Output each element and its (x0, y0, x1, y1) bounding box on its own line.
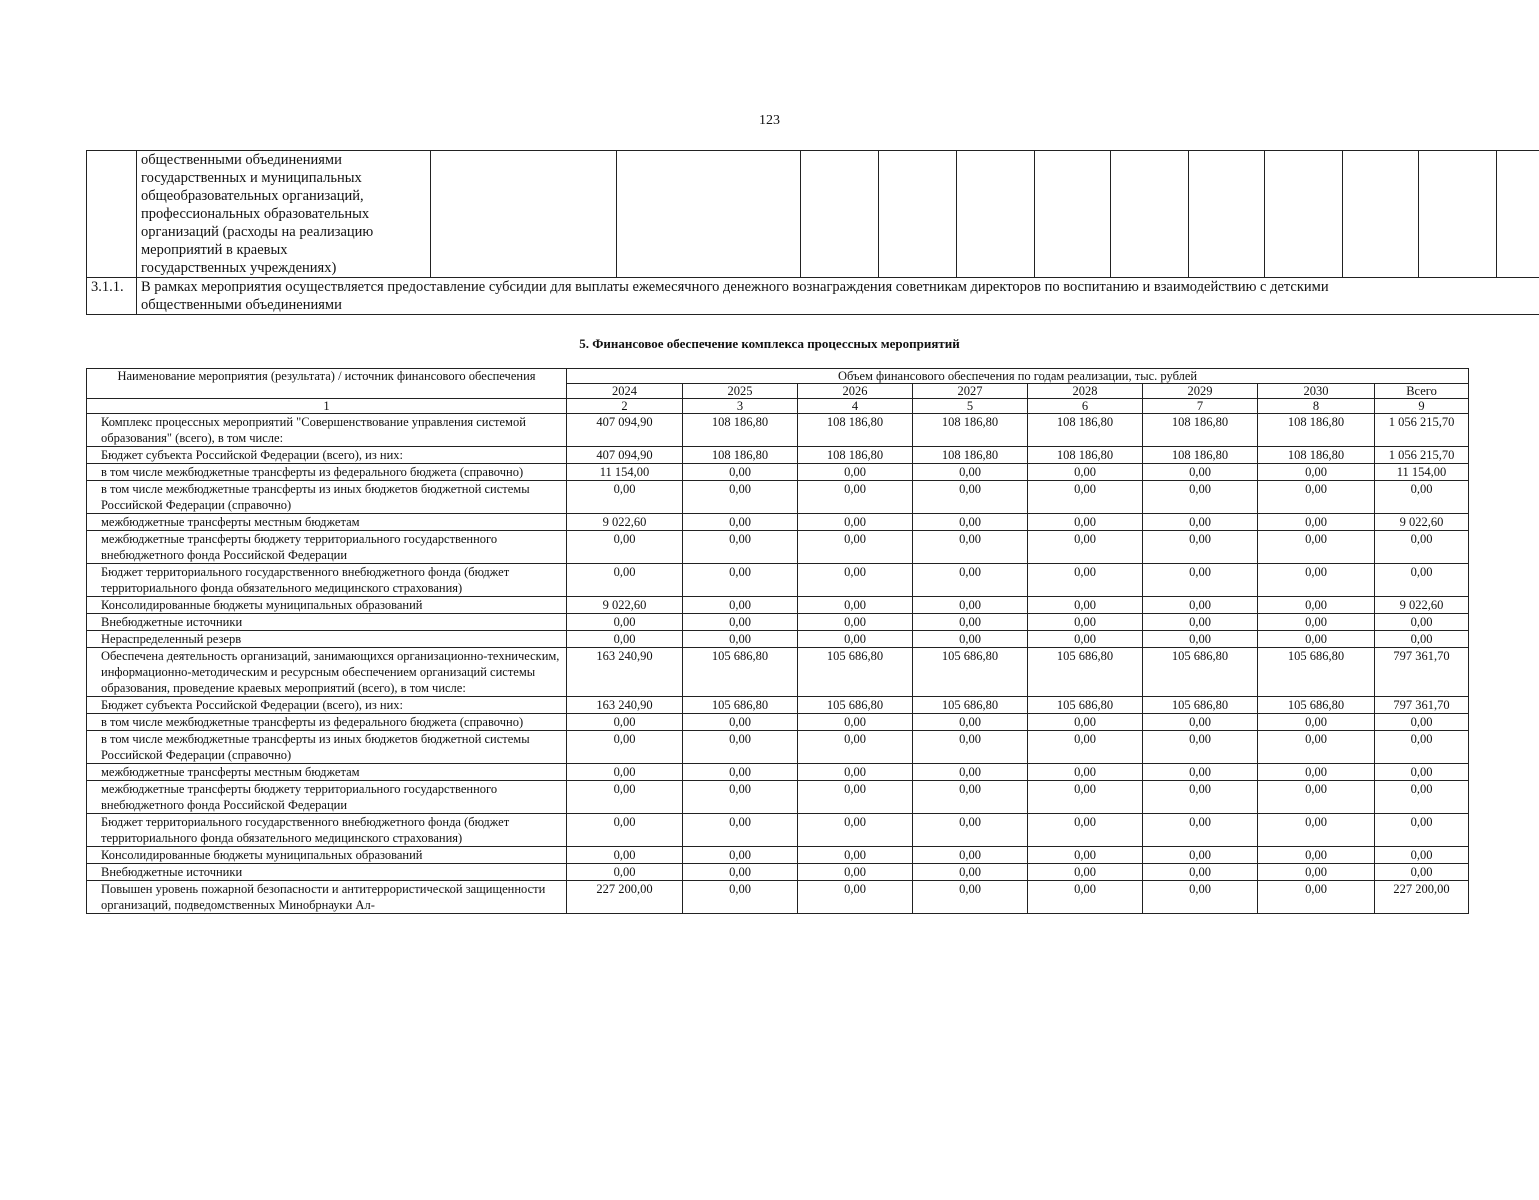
year-value-cell: 0,00 (1028, 864, 1143, 881)
year-value-cell: 108 186,80 (683, 447, 798, 464)
total-value-cell: 0,00 (1375, 531, 1469, 564)
row-name-cell: Внебюджетные источники (87, 864, 567, 881)
year-value-cell: 0,00 (1028, 731, 1143, 764)
year-value-cell: 108 186,80 (913, 414, 1028, 447)
empty-cell (1265, 151, 1343, 278)
total-header: Всего (1375, 384, 1469, 399)
year-value-cell: 0,00 (798, 881, 913, 914)
year-value-cell: 0,00 (798, 631, 913, 648)
year-value-cell: 105 686,80 (1258, 648, 1375, 697)
text-line: организаций (расходы на реализацию (141, 224, 374, 240)
year-value-cell: 0,00 (913, 781, 1028, 814)
year-value-cell: 0,00 (1258, 731, 1375, 764)
total-value-cell: 0,00 (1375, 564, 1469, 597)
table-row (87, 764, 1469, 781)
year-value-cell: 105 686,80 (913, 697, 1028, 714)
year-value-cell: 105 686,80 (1028, 648, 1143, 697)
year-value-cell: 0,00 (683, 847, 798, 864)
year-value-cell: 0,00 (567, 631, 683, 648)
row-name-cell: Бюджет территориального государственного внебюджетного фонда (бюджет территориального фонда обязательного медицинского страхования) (87, 564, 567, 597)
year-value-cell: 9 022,60 (567, 514, 683, 531)
year-value-cell: 108 186,80 (1258, 447, 1375, 464)
year-value-cell: 163 240,90 (567, 648, 683, 697)
year-value-cell: 0,00 (1258, 597, 1375, 614)
year-value-cell: 0,00 (1258, 514, 1375, 531)
total-value-cell: 227 200,00 (1375, 881, 1469, 914)
year-value-cell: 0,00 (683, 714, 798, 731)
year-value-cell: 0,00 (1258, 764, 1375, 781)
total-value-cell: 1 056 215,70 (1375, 447, 1469, 464)
year-value-cell: 105 686,80 (1028, 697, 1143, 714)
year-value-cell: 0,00 (683, 597, 798, 614)
year-value-cell: 0,00 (683, 764, 798, 781)
column-number: 1 (87, 399, 567, 414)
year-value-cell: 0,00 (567, 614, 683, 631)
table-row (87, 714, 1469, 731)
row-number-cell: 3.1.1. (87, 278, 137, 315)
year-value-cell: 227 200,00 (567, 881, 683, 914)
total-value-cell: 797 361,70 (1375, 648, 1469, 697)
year-value-cell: 407 094,90 (567, 414, 683, 447)
year-value-cell: 0,00 (1258, 714, 1375, 731)
table-row (87, 847, 1469, 864)
year-header: 2030 (1258, 384, 1375, 399)
year-value-cell: 0,00 (1143, 714, 1258, 731)
year-value-cell: 11 154,00 (567, 464, 683, 481)
year-value-cell: 0,00 (683, 531, 798, 564)
year-value-cell: 0,00 (913, 531, 1028, 564)
year-value-cell: 163 240,90 (567, 697, 683, 714)
column-number: 3 (683, 399, 798, 414)
empty-cell (1111, 151, 1189, 278)
financial-table-body (87, 414, 1469, 914)
total-value-cell: 0,00 (1375, 814, 1469, 847)
year-value-cell: 0,00 (798, 764, 913, 781)
year-value-cell: 105 686,80 (1143, 697, 1258, 714)
table-row (87, 514, 1469, 531)
year-value-cell: 0,00 (1028, 781, 1143, 814)
year-value-cell: 0,00 (1028, 847, 1143, 864)
empty-cell (1343, 151, 1419, 278)
year-value-cell: 407 094,90 (567, 447, 683, 464)
year-value-cell: 0,00 (567, 764, 683, 781)
year-value-cell: 0,00 (683, 881, 798, 914)
row-name-cell: Консолидированные бюджеты муниципальных образований (87, 597, 567, 614)
year-value-cell: 0,00 (1258, 481, 1375, 514)
year-value-cell: 108 186,80 (1258, 414, 1375, 447)
year-value-cell: 0,00 (683, 564, 798, 597)
year-value-cell: 0,00 (1258, 564, 1375, 597)
year-value-cell: 0,00 (683, 814, 798, 847)
empty-cell (1497, 151, 1539, 278)
year-value-cell: 0,00 (1028, 481, 1143, 514)
row-description-cell (137, 278, 1539, 315)
year-value-cell: 0,00 (798, 864, 913, 881)
total-value-cell: 797 361,70 (1375, 697, 1469, 714)
text-line: общественными объединениями (141, 152, 342, 168)
empty-cell (617, 151, 801, 278)
row-name-cell: в том числе межбюджетные трансферты из иных бюджетов бюджетной системы Российской Федерации (справочно) (87, 481, 567, 514)
year-value-cell: 0,00 (1028, 714, 1143, 731)
year-value-cell: 0,00 (913, 597, 1028, 614)
year-value-cell: 105 686,80 (798, 697, 913, 714)
year-value-cell: 108 186,80 (1143, 414, 1258, 447)
year-value-cell: 9 022,60 (567, 597, 683, 614)
row-name-cell: межбюджетные трансферты бюджету территориального государственного внебюджетного фонда Российской Федерации (87, 781, 567, 814)
year-value-cell: 108 186,80 (913, 447, 1028, 464)
year-value-cell: 0,00 (683, 864, 798, 881)
year-value-cell: 0,00 (1143, 481, 1258, 514)
column-number: 7 (1143, 399, 1258, 414)
year-value-cell: 0,00 (1258, 464, 1375, 481)
year-value-cell: 0,00 (798, 731, 913, 764)
total-value-cell: 11 154,00 (1375, 464, 1469, 481)
year-value-cell: 0,00 (913, 714, 1028, 731)
table-row (87, 597, 1469, 614)
row-name-cell: в том числе межбюджетные трансферты из федерального бюджета (справочно) (87, 464, 567, 481)
year-value-cell: 0,00 (683, 614, 798, 631)
year-value-cell: 0,00 (913, 881, 1028, 914)
year-value-cell: 105 686,80 (683, 648, 798, 697)
year-value-cell: 0,00 (1143, 864, 1258, 881)
name-column-header: Наименование мероприятия (результата) / источник финансового обеспечения (87, 369, 567, 399)
year-value-cell: 0,00 (798, 814, 913, 847)
year-value-cell: 0,00 (1143, 514, 1258, 531)
year-value-cell: 108 186,80 (798, 414, 913, 447)
year-value-cell: 0,00 (798, 847, 913, 864)
year-value-cell: 0,00 (683, 464, 798, 481)
volume-header: Объем финансового обеспечения по годам реализации, тыс. рублей (567, 369, 1469, 384)
total-value-cell: 0,00 (1375, 714, 1469, 731)
year-value-cell: 0,00 (1143, 564, 1258, 597)
year-value-cell: 0,00 (1143, 731, 1258, 764)
year-value-cell: 0,00 (1143, 847, 1258, 864)
row-name-cell: Бюджет субъекта Российской Федерации (всего), из них: (87, 447, 567, 464)
year-value-cell: 108 186,80 (1143, 447, 1258, 464)
year-value-cell: 0,00 (798, 714, 913, 731)
year-value-cell: 0,00 (683, 481, 798, 514)
row-name-cell: Консолидированные бюджеты муниципальных образований (87, 847, 567, 864)
year-value-cell: 0,00 (798, 614, 913, 631)
year-value-cell: 0,00 (1028, 514, 1143, 531)
year-value-cell: 0,00 (1258, 814, 1375, 847)
total-value-cell: 0,00 (1375, 731, 1469, 764)
year-value-cell: 0,00 (913, 481, 1028, 514)
year-value-cell: 0,00 (1143, 881, 1258, 914)
year-value-cell: 0,00 (1028, 881, 1143, 914)
empty-cell (431, 151, 617, 278)
year-value-cell: 105 686,80 (1258, 697, 1375, 714)
row-name-cell: Внебюджетные источники (87, 614, 567, 631)
total-value-cell: 9 022,60 (1375, 514, 1469, 531)
year-value-cell: 0,00 (913, 864, 1028, 881)
year-value-cell: 0,00 (1258, 781, 1375, 814)
year-value-cell: 0,00 (1028, 564, 1143, 597)
header-row (87, 369, 1469, 384)
year-value-cell: 0,00 (567, 731, 683, 764)
column-number: 8 (1258, 399, 1375, 414)
year-value-cell: 0,00 (1143, 631, 1258, 648)
financial-table (86, 368, 1469, 914)
year-value-cell: 0,00 (1028, 531, 1143, 564)
year-value-cell: 0,00 (567, 864, 683, 881)
year-value-cell: 0,00 (1028, 814, 1143, 847)
table-row (87, 781, 1469, 814)
continued-text-cell (137, 151, 431, 278)
empty-cell (1035, 151, 1111, 278)
table-row (87, 614, 1469, 631)
total-value-cell: 1 056 215,70 (1375, 414, 1469, 447)
year-value-cell: 105 686,80 (913, 648, 1028, 697)
text-line: профессиональных образовательных (141, 206, 370, 222)
text-line: общеобразовательных организаций, (141, 188, 364, 204)
year-value-cell: 0,00 (798, 531, 913, 564)
year-value-cell: 0,00 (1143, 614, 1258, 631)
empty-cell (801, 151, 879, 278)
table-row (87, 731, 1469, 764)
empty-cell (1189, 151, 1265, 278)
year-value-cell: 0,00 (1028, 614, 1143, 631)
table-row (87, 531, 1469, 564)
year-value-cell: 108 186,80 (683, 414, 798, 447)
year-value-cell: 0,00 (913, 764, 1028, 781)
column-number: 2 (567, 399, 683, 414)
row-name-cell: Бюджет территориального государственного внебюджетного фонда (бюджет территориального фонда обязательного медицинского страхования) (87, 814, 567, 847)
text-line: В рамках мероприятия осуществляется предоставление субсидии для выплаты ежемесячного денежного вознаграждения советникам директоров по воспитанию и взаимодействию с детскими (141, 279, 1329, 295)
total-value-cell: 0,00 (1375, 631, 1469, 648)
table-row (87, 447, 1469, 464)
row-3-1-1 (87, 278, 1539, 315)
year-value-cell: 0,00 (683, 781, 798, 814)
table-row (87, 464, 1469, 481)
year-value-cell: 0,00 (567, 481, 683, 514)
total-value-cell: 0,00 (1375, 614, 1469, 631)
year-header: 2028 (1028, 384, 1143, 399)
year-value-cell: 0,00 (913, 814, 1028, 847)
year-value-cell: 0,00 (798, 564, 913, 597)
year-value-cell: 0,00 (913, 514, 1028, 531)
year-value-cell: 0,00 (683, 731, 798, 764)
column-number: 4 (798, 399, 913, 414)
year-value-cell: 0,00 (1143, 531, 1258, 564)
year-value-cell: 105 686,80 (683, 697, 798, 714)
row-name-cell: межбюджетные трансферты местным бюджетам (87, 764, 567, 781)
year-value-cell: 0,00 (1258, 881, 1375, 914)
year-value-cell: 0,00 (1028, 464, 1143, 481)
year-value-cell: 0,00 (1028, 764, 1143, 781)
total-value-cell: 0,00 (1375, 864, 1469, 881)
row-name-cell: межбюджетные трансферты местным бюджетам (87, 514, 567, 531)
row-name-cell: межбюджетные трансферты бюджету территориального государственного внебюджетного фонда Российской Федерации (87, 531, 567, 564)
year-value-cell: 0,00 (913, 631, 1028, 648)
year-value-cell: 105 686,80 (1143, 648, 1258, 697)
year-value-cell: 0,00 (567, 531, 683, 564)
year-value-cell: 108 186,80 (1028, 414, 1143, 447)
year-value-cell: 0,00 (683, 631, 798, 648)
year-value-cell: 0,00 (913, 614, 1028, 631)
column-number: 9 (1375, 399, 1469, 414)
empty-cell (879, 151, 957, 278)
total-value-cell: 0,00 (1375, 847, 1469, 864)
year-value-cell: 0,00 (1143, 814, 1258, 847)
year-value-cell: 0,00 (798, 597, 913, 614)
year-value-cell: 0,00 (1143, 464, 1258, 481)
row-name-cell: Повышен уровень пожарной безопасности и антитеррористической защищенности организаций, подведомственных Минобрнауки Ал- (87, 881, 567, 914)
year-value-cell: 0,00 (1028, 597, 1143, 614)
row-name-cell: в том числе межбюджетные трансферты из иных бюджетов бюджетной системы Российской Федерации (справочно) (87, 731, 567, 764)
total-value-cell: 9 022,60 (1375, 597, 1469, 614)
year-value-cell: 0,00 (913, 731, 1028, 764)
year-value-cell: 0,00 (567, 564, 683, 597)
year-value-cell: 0,00 (683, 514, 798, 531)
year-value-cell: 108 186,80 (798, 447, 913, 464)
table-row (87, 481, 1469, 514)
row-number-cell (87, 151, 137, 278)
table-row (87, 814, 1469, 847)
total-value-cell: 0,00 (1375, 481, 1469, 514)
section-title: 5. Финансовое обеспечение комплекса процессных мероприятий (579, 336, 960, 351)
text-line: государственных учреждениях) (141, 260, 337, 276)
year-value-cell: 0,00 (1143, 597, 1258, 614)
year-value-cell: 0,00 (798, 781, 913, 814)
table-row (87, 697, 1469, 714)
year-header: 2029 (1143, 384, 1258, 399)
text-line: общественными объединениями (141, 297, 342, 313)
column-number-row (87, 399, 1469, 414)
year-value-cell: 108 186,80 (1028, 447, 1143, 464)
empty-cell (1419, 151, 1497, 278)
year-value-cell: 0,00 (913, 564, 1028, 597)
year-value-cell: 0,00 (798, 481, 913, 514)
continuation-table (86, 150, 1539, 315)
row-name-cell: Комплекс процессных мероприятий "Совершенствование управления системой образования" (всего), в том числе: (87, 414, 567, 447)
year-value-cell: 0,00 (798, 514, 913, 531)
year-value-cell: 0,00 (567, 847, 683, 864)
text-line: мероприятий в краевых (141, 242, 288, 258)
year-value-cell: 0,00 (798, 464, 913, 481)
year-value-cell: 0,00 (1143, 764, 1258, 781)
column-number: 6 (1028, 399, 1143, 414)
row-name-cell: Обеспечена деятельность организаций, занимающихся организационно-техническим, информационно-методическим и ресурсным обеспечением организаций системы образования, проведение краевых мероприятий (всего), в том числе: (87, 648, 567, 697)
year-value-cell: 0,00 (1143, 781, 1258, 814)
table-row (87, 631, 1469, 648)
year-header: 2027 (913, 384, 1028, 399)
year-header: 2025 (683, 384, 798, 399)
year-value-cell: 0,00 (1258, 847, 1375, 864)
table-row (87, 564, 1469, 597)
text-line: государственных и муниципальных (141, 170, 362, 186)
year-value-cell: 0,00 (913, 847, 1028, 864)
table-row (87, 881, 1469, 914)
year-value-cell: 0,00 (567, 781, 683, 814)
year-value-cell: 0,00 (1258, 631, 1375, 648)
continued-row (87, 151, 1539, 278)
year-value-cell: 105 686,80 (798, 648, 913, 697)
row-name-cell: Нераспределенный резерв (87, 631, 567, 648)
total-value-cell: 0,00 (1375, 764, 1469, 781)
table-row (87, 648, 1469, 697)
row-name-cell: в том числе межбюджетные трансферты из федерального бюджета (справочно) (87, 714, 567, 731)
year-value-cell: 0,00 (1258, 614, 1375, 631)
row-name-cell: Бюджет субъекта Российской Федерации (всего), из них: (87, 697, 567, 714)
year-value-cell: 0,00 (1028, 631, 1143, 648)
page-number: 123 (759, 113, 780, 128)
year-value-cell: 0,00 (1258, 531, 1375, 564)
year-header: 2024 (567, 384, 683, 399)
year-value-cell: 0,00 (1258, 864, 1375, 881)
empty-cell (957, 151, 1035, 278)
year-value-cell: 0,00 (567, 714, 683, 731)
table-row (87, 414, 1469, 447)
year-value-cell: 0,00 (913, 464, 1028, 481)
total-value-cell: 0,00 (1375, 781, 1469, 814)
year-header: 2026 (798, 384, 913, 399)
table-row (87, 864, 1469, 881)
year-value-cell: 0,00 (567, 814, 683, 847)
column-number: 5 (913, 399, 1028, 414)
